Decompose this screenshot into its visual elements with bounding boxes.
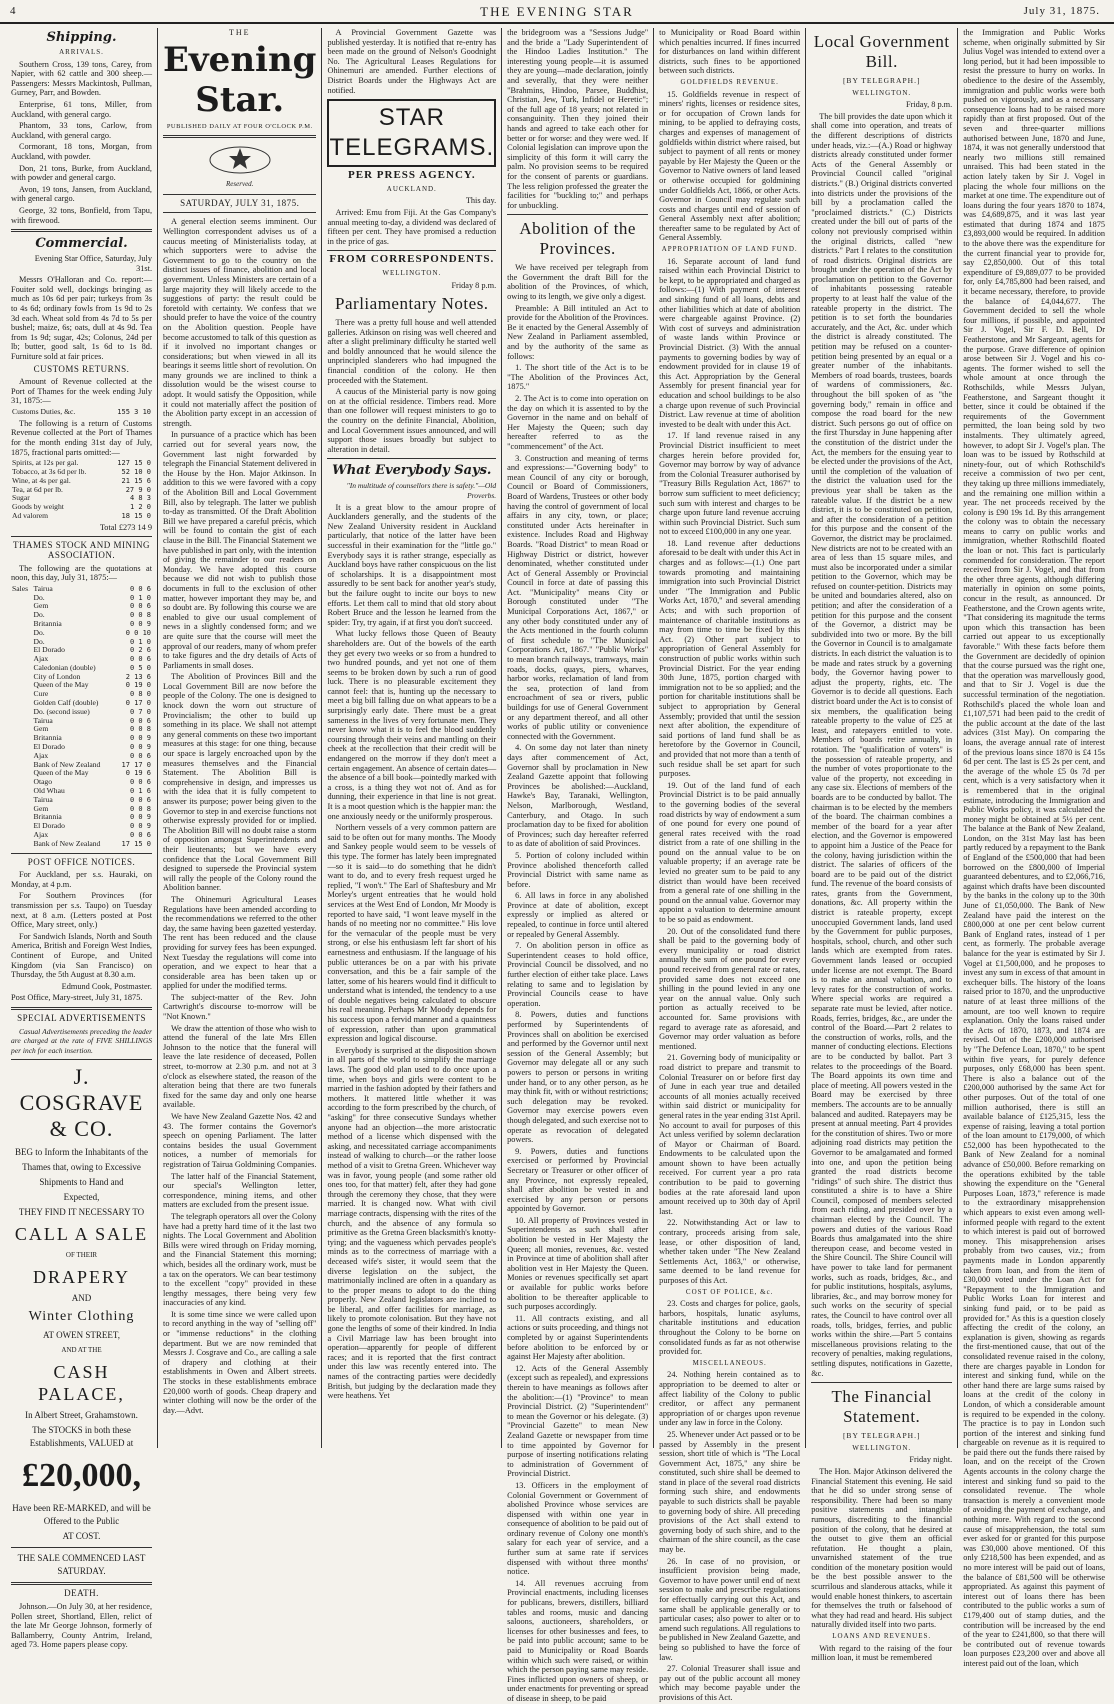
by-telegraph: [BY TELEGRAPH.] <box>842 76 921 85</box>
column-2 <box>158 28 322 1448</box>
abolition-paragraph: 1. The short title of the Act is to be "The Abolition of the Provinces Act, 1875." <box>507 363 649 392</box>
divider <box>163 212 316 213</box>
editorial-paragraph: The latter half of the Financial Statement, our special's Wellington letter, correspondence, mining items, and other matters are excluded from the present issue. <box>163 1171 317 1210</box>
table-row <box>11 769 152 778</box>
editorial-paragraph: The telegraph operators all over the Colony have had a pretty hard time of it the last two nights. The Local Government and Abolition Bills were wired through on Friday morning, and the Financial Statement this morning; which, besides all the ordinary work, must be a tax on the operators. We can bear testimony to the excellent "copy" provided in these lengthy messages, there being very few inaccuracies of any kind. <box>163 1211 317 1308</box>
table-cell: 0 0 8 <box>129 725 152 734</box>
table-cell: 0 0 10 <box>125 628 152 637</box>
special-ads-heading: SPECIAL ADVERTISEMENTS <box>17 1012 146 1023</box>
abolition-paragraph: Preamble: A Bill intituled an Act to provide for the Abolition of the Provinces. Be it enacted by the General Assembly of New Zealand in Parliament assembled, and by the authority of the same as follows: <box>507 303 649 361</box>
column-paragraph: It is a great blow to the amour propre of Aucklanders generally, and the students of the New Zealand University resident in Auckland particularly, that notice of the latter have been successful in their examination for the "little go." Everybody says it is rather strange, especially as Auckland boys have rather conspicuous on the list of scholarships. It is a disappointment most assuredly to be sent back for another year's study, but the failure ought to incite our boys to new efforts. Let them call to mind that old story about Robert Bruce and the lesson he learned from the spider: Try, try again, if at first you don't succeed. <box>327 502 497 627</box>
goldfields-heading: GOLDFIELDS REVENUE. <box>680 77 779 86</box>
telegrams-heading: STAR TELEGRAMS. <box>327 99 496 167</box>
ad-text: THE SALE COMMENCED LAST SATURDAY. <box>17 1553 146 1577</box>
ad-winter-clothing: Winter Clothing <box>28 1309 135 1325</box>
divider <box>11 229 152 232</box>
clause-paragraph: 17. If land revenue raised in any Provincial District insufficient to meet charges herein before provided for, Governor may borrow by way of advance from the Colonial Treasurer authorised by "Treasury Bills Regulation Act, 1867" to borrow sum sufficient to meet deficiency; such sum with interest and charges to be charge upon future land revenue accruing within such Provincial District. Such sum not to exceed £100,000 in any one year. <box>659 431 801 537</box>
table-cell: Ajax <box>33 750 49 760</box>
wellington-dateline: WELLINGTON. <box>852 1443 912 1452</box>
divider <box>327 458 496 459</box>
table-cell: Bank of New Zealand <box>33 759 101 769</box>
editorial-paragraph: A general election seems imminent. Our Wellington correspondent advises us of a caucus meeting of Ministerialists today, at which supporters were to advise the Government to go to the country on the distinct issues of finance, abolition and local government. Unless Ministers are certain of a large majority they will likely accede to the suggestions of party: the result could be foretold with certainty. We confess that we should prefer to have the voice of the country on the Abolition question. People have become accustomed to talk of this question as if it involved no important changes or considerations; but when viewed in all its bearings it seems little short of revolution. On many grounds we are inclined to think a dissolution would be the wisest course to adopt. It would satisfy the Opposition, while it could not materially affect the position of the Abolition party except in an accession of strength. <box>163 217 317 428</box>
editorial-paragraph: We have New Zealand Gazette Nos. 42 and 43. The former contains the Governor's speech on opening Parliament. The latter contains besides the usual Government notices, a number of memorials for registration of Tairua Goldmining Companies. <box>163 1112 317 1169</box>
issue-date: July 31, 1875. <box>1023 5 1100 17</box>
table-cell: Britannia <box>33 812 62 822</box>
table-cell: 17 17 0 <box>121 760 152 769</box>
gazette-note: A Provincial Government Gazette was published yesterday. It is notified that re-entry has been made on the ground of Nelson's Goodnight No. The Agricultural Leases Regulations for Ohinemuri are amended. Further elections of District Boards under the Highways Act are notified. <box>327 28 497 95</box>
clause-paragraph: 21. Governing body of municipality or road district to prepare and transmit to Colonial Treasurer on or before first day of June in each year true and detailed accounts of all monies actually received within said district or municipality for general rates in the year ending 31st April. No account to avail for purposes of this Act unless verified by solemn declaration of Mayor or Chairman of Board. Endowments to be calculated upon the amount shown to have been actually received. For current year a pro rata contribution to be paid to governing bodies at the rate aforesaid land upon amount received up to 30th day of April last. <box>659 1053 801 1216</box>
table-cell: Tea, at 6d per lb. <box>12 484 63 494</box>
table-row <box>11 822 152 831</box>
abolition-paragraph: 10. All property of Provinces vested in Superintendents as such shall after abolition be vested in Her Majesty the Queen; all monies, revenues, &c. vested in Province at time of abolition shall after abolition vest in Her Majesty the Queen. Monies or revenues specifically set apart or available for public works before abolition to be thereafter applicable to such purposes accordingly. <box>507 1215 649 1312</box>
death-heading: DEATH. <box>64 1588 99 1599</box>
clause-paragraph: 23. Costs and charges for police, gaols, harbors, hospitals, lunatic asylums, charitable institutions and education throughout the Colony to be borne on consolidated funds as far as not otherwise provided for. <box>659 1299 801 1357</box>
friday-time: Friday, 8 p.m. <box>905 100 953 110</box>
customs-return-table <box>11 459 152 521</box>
clause-paragraph: 19. Out of the land fund of each Provincial District is to be paid annually to the governing bodies of the several road districts by way of endowment a sum of one pound for every one pound of general rates received with the road district from a rate of one shilling in the pound on the annual value to be on valuable property; if an average rate be levied no greater sum to be paid to any district than would have been received from a general rate of one shilling in the pound on the annual value. Governor may appoint a valuation to determine amount to be so paid as endowment. <box>659 780 801 925</box>
arrival-item: Don, 21 tons, Burke, from Auckland, with powder and general cargo. <box>11 163 153 183</box>
post-notice: For Sandwich Islands, North and South America, British and Foreign West Indies, Continent of Europe, and United Kingdom (via San Francisco) on Thursday, the 5th August at 8.30 a.m. <box>11 931 153 980</box>
table-row <box>11 602 152 611</box>
table-cell: 52 10 0 <box>121 467 152 476</box>
this-day: This day. <box>465 196 497 206</box>
editorial-paragraph: The subject-matter of the Rev. John Cartwright's discourse to-morrow will be "Not Known." <box>163 992 317 1022</box>
masthead <box>0 0 1114 24</box>
ad-drapery: DRAPERY <box>32 1267 131 1288</box>
column-paragraph: Northern vessels of a very common pattern are said to be often out for many months. The Moody and Sankey people would seem to be vessels of this type. The former has lately been impregnated—so it is said—to do something that he didn't want to do, and to every fresh request urged he replied, "I won't." The Earl of Shaftesbury and Mr Morley's urgent entreaties that he would hold services at the West End of London, Mr Moody is reported to have said, "I wont leave myself in the hands of no meeting nor no committee." His love for the vernacular of the people must be very strong, or else his enthusiasm left far short of his earnestness and enthusiasm. If the language of his public utterances be on a par with his private conversation, and this be a fair sample of the latter, some of his hearers would find it difficult to understand what is intended, the tendency to a use of double negatives being calculated to obscure his real meaning. Perhaps Mr Moody depends for his success upon a fervid manner and a quaintness of expression, rather than upon grammatical expression and logical discourse. <box>327 823 497 1044</box>
customs-return-intro: The following is a return of Customs Revenue collected at the Port of Thames for the month ending 31st day of July, 1875, fractional parts omitted:— <box>11 418 153 457</box>
miscellaneous-heading: MISCELLANEOUS. <box>692 1358 767 1367</box>
table-row <box>11 840 152 849</box>
divider <box>11 1007 152 1010</box>
abolition-paragraph: 4. On some day not later than ninety days after commencement of Act, Governor shall by proclamation in New Zealand Gazette appoint that following Provinces be abolished:—Auckland, Hawke's Bay, Taranaki, Wellington, Nelson, Marlborough, Westland, Canterbury, and Otago. In such proclamation day to be fixed for abolition of Provinces; such day hereafter referred to as date of abolition of said Provinces. <box>507 743 649 849</box>
abolition-paragraph: 14. All revenues accruing from Provincial enactments, including licenses for publicans, brewers, distillers, billiard tables and rooms, music and dancing saloons, auctioneers, shareholders, or licenses for other businesses and fees, to be paid into public account; same to be paid to Municipality or Road Boards within which such were raised, or within which the person paying same may reside. Fines inflicted upon owners of sheep, or under enactments for preventing or spread of disease in sheep, to be paid <box>507 1578 649 1703</box>
abolition-paragraph: 9. Powers, duties and functions exercised or performed by Provincial Secretary or Treasurer or other officer of any Province, not expressly repealed, shall after abolition be vested in and exercised by any person or persons appointed by Governor. <box>507 1146 649 1214</box>
parliamentary-paragraph: There was a pretty full house and well attended galleries. Atkinson on rising was well cheered and after a slight preliminary difficulty he started well and boldly announced that he would silence the unprincipled slanderers who had impugned the financial condition of the colony. He then proceeded with the Statement. <box>327 318 497 385</box>
publication-note: PUBLISHED DAILY AT FOUR O'CLOCK P.M. <box>166 122 313 130</box>
abolition-paragraph: 3. Construction and meaning of terms and expressions:—"Governing body" to mean Council of any city or borough, Council or Board of Commissioners, Board of Wardens, Trustees or other body having the control of government of local affairs in any city, town, or place; constituted under Acts hereinafter in existence. Includes Road and Highway Boards. "Road District" to mean Road or Highway District or district, however denominated, whether constituted under Act of General Assembly or Provincial Council in force at date of passing this Act. "Municipality" means City or Borough constituted under "The Municipal Corporations Act, 1867," or any other body constituted under any of the Acts mentioned in the fourth column of first schedule to "The Municipal Corporations Act, 1867." "Public Works" to mean branch railways, tramways, main roads, docks, quays, piers, wharves, harbor works, reclamation of land from the sea, protection of land from encroachment of sea or rivers, public buildings for use of General Government or any department thereof, and all other works of public utility or convenience connected with the Government. <box>507 453 649 741</box>
clause-paragraph: 15. Goldfields revenue in respect of miners' rights, licenses or residence sites, or for occupation of Crown lands for mining, to be applied to defraying costs, charges and expenses of management of goldfields within district where raised, but subject to payment of all rents or money payable by Her Majesty the Queen or the Governor to Native owners of land leased or otherwise occupied for goldmining under Goldfields Act, 1866, or other Acts. Governor in Council may regulate such costs and charges until end of session of General Assembly next after abolition; thereafter same to be regulated by Act of General Assembly. <box>659 89 801 243</box>
commercial-heading: Commercial. <box>35 236 128 252</box>
table-cell: 0 0 6 <box>129 584 152 593</box>
arrivals-heading: ARRIVALS. <box>59 48 104 56</box>
table-cell: 0 1 0 <box>129 637 152 646</box>
table-row <box>11 486 152 495</box>
financial-paragraph: The Hon. Major Atkinson delivered the Financial Statement this evening. He said that he did so under strong sense of responsibility. There had been so many positive statements and intangible rumours, discrediting to the financial position of the colony, that he desired at the outset to give them an official refutation. He thought a plain, unvarnished statement of the true condition of the monetary position would be the best possible answer to the scurrilous and slanderous attacks, while it would enable honest thinkers, to ascertain for themselves the truth or falsehood of what they had read and heard. His subject naturally divided itself into two parts. <box>811 1466 953 1630</box>
table-cell: Old Whau <box>33 786 65 796</box>
correspondents-heading: FROM CORRESPONDENTS. <box>329 253 495 266</box>
table-row <box>11 708 152 717</box>
table-cell: Britannia <box>33 733 62 743</box>
crest-icon <box>205 142 275 176</box>
ad-text: Thames that, owing to Excessive <box>22 1162 141 1173</box>
table-row <box>11 787 152 796</box>
ad-text: In Albert Street, Grahamstown. <box>25 1410 138 1421</box>
table-cell: Queen of the May <box>33 768 89 778</box>
table-row <box>11 585 152 594</box>
column-4 <box>502 28 654 1703</box>
divider <box>811 1382 952 1383</box>
table-cell: Customs Duties, &c. <box>12 407 76 416</box>
table-cell: 0 0 6 <box>129 716 152 725</box>
table-cell: 0 0 6 <box>129 655 152 664</box>
loans-heading: LOANS AND REVENUES. <box>832 1632 932 1641</box>
table-row <box>11 805 152 814</box>
table-cell: Do. <box>33 627 45 637</box>
stock-heading: THAMES STOCK AND MINING ASSOCIATION. <box>12 540 151 560</box>
arrival-item: Avon, 19 tons, Jansen, from Auckland, with general cargo. <box>11 184 153 204</box>
table-cell: 17 15 0 <box>121 839 152 848</box>
abolition-paragraph: We have received per telegraph from the Government the draft Bill for the abolition of the Provinces, of which, owing to its length, we give only a digest. <box>507 263 649 302</box>
column-paragraph: Everybody is surprised at the disposition shown in all parts of the world to simplify the marriage laws. The good old plan used to do once upon a time, when boys and girls were content to be married in the fashion adopted by their fathers and mothers. It mattered little whether it was according to the form prescribed by the church, of "asking" for three consecutive Sundays whether anyone had an objection—the more aristocratic method of a license which dispensed with the asking, and necessitated carriage accompaniments instead of walking to church—or the rather loose method of a visit to Gretna Green. Whichever way was in favor, young people (and some rather old ones too, for that matter) felt, after they had gone through the ceremony they chose, that they were married. It is changed now. What with civil marriage contracts, dispensing with the rites of the church, and the absence of any formula so primitive as the Gretna Green blacksmith's knotty-tying; and the vagueness which pervades people's minds as to the correctness of marriage with a deceased wife's sister, it would seem that the diverse legislation on the subject, the matrimonially inclined are often in a quandary as to the proper means to adopt to do the thing properly. New Zealand legislators are inclined to be liberal, and offer facilities for marriage, as likely to promote colonisation. But they have not gone the lengths of some of their kindred. In India a Civil Marriage law has been brought into operation—apparently for people of different races; and it is reported that the first contract under this law was recently entered into. The names of the contracting parties were decidedly British, but judging by the declaration made they were heathens. Yet <box>327 1045 497 1401</box>
parliamentary-paragraph: A caucus of the Ministerial party is now going on at the official residence. Timbers read. More than one follower will request ministers to go to the country on the definite Financial, Abolition, and Local Government issues announced, and will support those issues broadly but subject to alteration in detail. <box>327 387 497 454</box>
table-row <box>11 594 152 603</box>
table-cell: Tairua <box>33 794 53 804</box>
table-cell: 0 0 9 <box>129 619 152 628</box>
stock-intro: The following are the quotations at noon, this day, July 31, 1875:— <box>11 563 153 583</box>
table-cell: 0 0 6 <box>129 778 152 787</box>
post-office-date: Post Office, Mary-street, July 31, 1875. <box>11 993 143 1003</box>
table-row <box>11 646 152 655</box>
column-6 <box>806 28 958 1663</box>
table-cell: Sugar <box>12 493 30 503</box>
ad-text: THEY FIND IT NECESSARY TO <box>18 1207 145 1218</box>
table-cell: 0 5 0 <box>129 663 152 672</box>
ad-amount: £20,000, <box>22 1457 141 1495</box>
column-paragraph: to Municipality or Road Board within which penalties incurred. If fines incurred for disturbances on land within different districts, such fines to be apportioned between such districts. <box>659 28 801 76</box>
ad-text: Shipments to Hand and <box>39 1177 124 1188</box>
table-cell: 27 9 0 <box>125 485 152 494</box>
ad-text: AT COST. <box>62 1531 101 1542</box>
divider <box>11 1547 152 1548</box>
land-fund-heading: APPROPRIATION OF LAND FUND. <box>661 245 798 254</box>
abolition-paragraph: 7. On abolition person in office as Superintendent ceases to hold office, Provincial Council be dissolved, and no further election of either take place. Laws relating to same and to legislation by Provincial Councils cease to have operation. <box>507 941 649 1008</box>
local-government-heading: Local Government Bill. <box>813 32 950 71</box>
table-cell: 21 15 6 <box>121 476 152 485</box>
abolition-paragraph: 11. All contracts existing, and all actions or suits proceeding, and things not completed by or against Superintendents before abolition to be enforced by or against Her Majesty after abolition. <box>507 1313 649 1362</box>
financial-paragraph: With regard to the raising of the four million loan, it must be remembered <box>811 1643 953 1663</box>
table-cell: Gem <box>33 601 49 611</box>
clause-paragraph: 24. Nothing herein contained as to appropriation to be deemed to alter or affect liability of the Colony to public creditor, or affect any permanent appropriation of or charges upon revenue under any law in force in the Colony. <box>659 1370 801 1428</box>
arrival-item: George, 32 tons, Bonfield, from Tapu, with firewood. <box>11 205 153 225</box>
abolition-paragraph: 12. Acts of the General Assembly (except such as repealed), and expressions therein to have meanings as follows after the abolition:—(1) "Province" to mean Provincial District. (2) "Superintendent" to mean the Governor or his delegate. (3) "Provincial Gazette" to mean New Zealand Gazette or newspaper from time to time appointed by Governor for purpose of inserting notifications relating to administration of Government of Provincial District. <box>507 1363 649 1479</box>
table-cell: Goods by weight <box>12 502 64 512</box>
newspaper-columns <box>6 28 1110 1703</box>
ad-text: The STOCKS in both these Establishments, VALUED at <box>29 1425 134 1449</box>
column-5 <box>654 28 806 1702</box>
table-cell: 0 0 8 <box>129 804 152 813</box>
editorial-paragraph: The Abolition of Provinces Bill and the Local Government Bill are now before the people of the Colony. The one is designed to knock down the worn out structure of Provincialism; the other to build up something in its place. We shall not attempt any general comments on these two important measures at this stage: for one thing, because our space is largely encroached upon by the measures themselves and the Financial Statement. The Abolition Bill is comprehensive in design, and impresses us with the idea that it is fully competent to answer its purpose; power being given to the Governor to step in and exercise functions not otherwise expressly provided for or implied. The Abolition Bill will no doubt raise a storm of opposition amongst Superintendents and their lieutenants; but we have every confidence that the Local Government Bill designed to supersede the Provincial system will rally the people of the Colony round the Abolition banner. <box>163 672 317 893</box>
post-notice: For Southern Provinces (for transmission per s.s. Taupo) on Tuesday next, at 8 a.m. (Letters posted at Post Office, Mary street, only.) <box>11 891 153 930</box>
police-heading: COST OF POLICE, &c. <box>685 1287 774 1296</box>
table-cell: City of London <box>33 671 81 681</box>
clause-paragraph: 20. Out of the consolidated fund there shall be paid to the governing body of every municipality or road district annually the sum of one pound for every pound received from general rate or rates, provided same does not exceed one shilling in the pound levied in any one year on the annual value. Only such portion as actually received to be accounted for. Same provisions with regard to average rate as aforesaid, and Governor may order valuation as before mentioned. <box>659 926 801 1051</box>
editorial-paragraph: We draw the attention of those who wish to attend the funeral of the late Mrs Ellen Johnson to the notice that the funeral will leave the late residence of deceased, Pollen street, to-morrow at 2.30 p.m. and not at 3 o'clock as elsewhere stated, the reason of the alteration being that there are two funerals fixed for the same day and only one hearse available. <box>163 1023 317 1110</box>
table-cell: Wine, at 4s per gal. <box>12 475 71 485</box>
editorial-paragraph: It is some time since we were called upon to record anything in the way of "selling off" or "immense reductions" in the clothing department. But we are now reminded that Messrs J. Cosgrave and Co., are calling a sale of drapery and clothing at their establishments in Owen and Albert streets. The stocks in these establishments embrace £20,000 worth of goods. Cheap drapery and winter clothing will now be the order of the day.—Advt. <box>163 1309 317 1415</box>
ad-text: Expected, <box>63 1192 100 1203</box>
table-row <box>11 743 152 752</box>
table-cell: Do. (second issue) <box>33 706 90 716</box>
table-cell: Do. <box>33 592 45 602</box>
divider <box>163 194 316 195</box>
column-1 <box>6 28 158 1650</box>
editorial-paragraph: In pursuance of a practice which has been carried out for several years now, the Government last night forwarded by telegraph the Financial Statement delivered in the House by the Hon. Major Atkinson. In addition to this we were favored with a copy of the Abolition Bill and Local Government Bill, also by telegraph. The latter we publish to-day as transmitted. Of the Draft Abolition Bill we have prepared a careful précis, which will be found to contain the gist of each clause in the Bill. The Financial Statement we have published in part only, with the intention of giving the remainder to our readers on Monday. We have adopted this course because we did not wish to publish those documents in full to the exclusion of other matter, however important they may be, and so doubt are. By following this course we are enabled to give our usual complement of news in a slightly condensed form; and we are quite sure that the course will meet the approval of our readers, many of whom prefer to take figures and the dry details of Acts of Parliaments in small doses. <box>163 430 317 670</box>
ad-call-sale: CALL A SALE <box>14 1224 149 1245</box>
table-row <box>11 664 152 673</box>
ad-text: BEG to Inform the Inhabitants of the <box>15 1147 148 1158</box>
telegram-paragraph: Arrived: Emu from Fiji. At the Gas Company's annual meeting to-day, a dividend was declared of fifteen per cent. They have promised a reduction in the price of gas. <box>327 207 497 246</box>
table-row <box>11 408 152 417</box>
table-cell: 0 2 6 <box>129 646 152 655</box>
table-row <box>11 681 152 690</box>
financial-paragraph: the Immigration and Public Works scheme, when originally submitted by Sir Julius Vogel was intended to extend over a long period, but it had been impossible to resist the pressure to hurry on works. In obedience to the desire of the Assembly, immigration and public works were both pushed on vigorously, and as a necessary consequence loans had to be raised more rapidly than at first proposed. Out of the seven and three-quarter millions authorised between June, 1870 and June, 1874, it was not generally understood that nearly two millions still remained unraised. This had been stated in the action lately taken by Sir J. Vogel in placing the whole four millions on the market at one time. The expenditure out of loans during the four years 1870 to 1874, was £4,689,875, and it was last year estimated that during 1874 and 1875 £3,893,000 would be required. In addition to the above there was the expenditure for the current financial year to provide for, say £2,850,000. Out of this total expenditure of £9,889,077 to be provided for, only £4,785,800 had been raised, and it became necessary, therefore, to provide the balance of £4,044,677. The Government decided to sell the whole four millions, if possible, and appointed Sir J. Vogel, Sir F. D. Bell, Dr Featherstone, and Mr Sargeant, agents for the purpose. Grave difference of opinion arose between Sir J. Vogel and his co-agents. The former wished to sell the whole amount at once through the Rothschilds, while Messrs Julyan, Featherstone, and Sargeant thought it better, since it could be obtained if the requirements of the Government permitted, the loan being sold by two instalments. They ultimately agreed, however, to adopt Sir J. Vogel's plan. The loan was to be issued by Rothschild at ninety-four, out of which Rothschild's receive a commission of two per cent, they taking up three millions immediately, and the remaining one million within a year. The net proceeds received by the colony is £90 19s 1d. By this arrangement the colony was to obtain the necessary means to carry on public works and immigration, whether Rothschild floated the loan or not. This fact is particularly commended for consideration. The report received from Sir J. Vogel, and that from the other three agents, although differing materially in opinion on some points, concur in the result, as announced. Dr Featherstone, and the Crown agents write, "That considering its magnitude the terms upon which this transaction has been carried out appear to us exceptionally favorable." With these facts before them the Government are decidedly of opinion that the course pursued was the right one, that the operation was marvellously good, and that to Sir J. Vogel is due the successful termination of the negotiation. Rothschild's placed the whole loan and £1,107,571 had been paid to the credit of the public account at the date of the last advices (31st May). On comparing the loans, the average annual rate of interest of the previous loans since 1870 is £4 15s 6d per cent. The last is £5 2s per cent, and the average of the whole £5 0s 7d per cent, which is a very satisfactory when it is remembered that in the original estimate, introducing the Immigration and Public Works policy, it was calculated the money might be obtained at 5½ per cent. The balance at the Bank of New Zealand, London, on the 31st May last has been partly reduced by a repayment to the Bank of England of the £500,000 that had been borrowed on the £800,000 of Imperial guaranteed debentures, and to £2,066,716, against which drafts have been discounted by the banks in the colony up to the 30th June of £1,050,000. The Bank of New Zealand have paid the interest on the £800,000 at one per cent below current Bank of England rates, instead of 1 per cent, as formerly. The probable average balance for the year is estimated by Sir J. Vogel at £1,500,000, and he proposes to invest any sum in excess of that amount in exchequer bills. The history of the loans raised prior to 1870, and the unproductive nature of at least three millions of the amount, are too well known to require explanation. Only the loans raised under the Acts of 1870, 1873, and 1874 are revised. Out of the £200,000 authorised by "The Defence Loan, 1870," to be spent within five years, for purely defence purposes, only £68,000 has been spent. There is also a balance out of the £200,000 authorised by the same Act for other purposes. Out of the total of one million authorised, there is still an available balance of £125,315, less the expense of raising, leaving a total portion of the loan amount to £179,000, of which £52,000 has been hypothecated to the Bank of New Zealand for a nominal advance of £50,000. Before remarking on the operations exhibited by the table showing the expenditure on the "General Purposes Loan, 1873," reference is made to the extraordinary misapprehension which appears to exist even among well-informed people with regard to the extent to which interest is paid out of borrowed money. This misapprehension arises probably from two causes, viz.; from payments made in London apparently taken from loan, and from the item of £30,000 voted under the Loan Act for "Repayment to the Immigration and Public Works Loan for interest and sinking fund paid, or to be paid as provided for." As this is a question closely affecting the credit of the colony, an explanation is given, showing as regards the first-mentioned cause, that out of the consolidated revenue raised in the colony, there are charges payable in London for interest and sinking fund, while on the other hand there are large sums raised by loans at the credit of the colony in London, of which a considerable amount is required to be expended in the colony. The practice is to pay in London such portion of the interest and sinking fund chargeable on revenue as it is required to be paid there out the funds there raised by loan, and on the receipt of the Crown Agents accounts in the colony charge the interest and sinking fund so paid to the consolidated revenue. The whole transaction is merely a convenient mode of avoiding the payment of exchange, and nothing more. With regard to the second cause of misapprehension, the total sum ever asked for or granted for this purpose was £30,000 above mentioned. Of this only £218,500 has been expended, and as no more interest will be paid out of loans, the balance of £81,500 will be otherwise appropriated. As against this payment of interest out of loans there has been contributed to the public works a sum of £179,400 out of stamp duties, and the contribution will be increased by the end of the year to £241,800, so that there will be contributed out of revenue towards loan purposes £23,200 over and above all interest paid out of the loan, which <box>963 28 1106 1668</box>
table-cell: El Dorado <box>33 742 65 752</box>
table-row <box>11 620 152 629</box>
column-3 <box>322 28 502 1448</box>
column-paragraph: What lucky fellows those Queen of Beauty shareholders are. Out of the bowels of the earth they get every two weeks or so from a hundred to two hundred pounds, and yet not one of them seems to be broken down by such a run of good luck. There is no pleasurable excitement they cannot feel: that is, hunting up the necessary to meet a big bill falling due on what appears to be a surprisingly early date. There must be a great sameness in the lives of very fortunate men. They never know what it is to feel the blood suddenly coursing through their veins and mantling on their cheek at the recollection that their credit will be endangered on the morrow if they don't meet a certain engagement. An absence of certain dates—the absence of a bill book—pointedly marked with a cross, is a thing they wot not of. And as for dunning, their experience in that line is not great. It is a moot question which is the happier man: the one anxiously needy or the uniformly prosperous. <box>327 629 497 821</box>
table-cell: 1 2 0 <box>129 503 152 512</box>
customs-intro: Amount of Revenue collected at the Port of Thames for the week ending July 31, 1875:— <box>11 377 153 406</box>
wellington-dateline: WELLINGTON. <box>852 88 912 97</box>
table-cell: Queen of the May <box>33 680 89 690</box>
press-agency-heading: PER PRESS AGENCY. <box>348 169 476 182</box>
ad-text: AT OWEN STREET, <box>43 1330 120 1341</box>
table-cell: 2 13 6 <box>125 672 152 681</box>
table-cell: 0 17 0 <box>125 699 152 708</box>
divider <box>11 1582 152 1585</box>
column-7 <box>958 28 1110 1668</box>
what-everybody-says-heading: What Everybody Says. <box>332 463 492 479</box>
divider <box>11 536 152 537</box>
abolition-paragraph: 13. Officers in the employment of Colonial Government or Government of abolished Province whose services are dispensed with within one year in consequence of abolition to be paid out of ordinary revenue of Colony one month's salary for each year of service, and a further sum at same rate if services dispensed with without three months' notice. <box>507 1480 649 1577</box>
table-row <box>11 778 152 787</box>
table-cell: Gem <box>33 803 49 813</box>
abolition-heading: Abolition of the Provinces. <box>519 219 636 259</box>
table-cell: El Dorado <box>33 821 65 831</box>
table-cell: 18 15 0 <box>121 511 152 520</box>
table-cell: 0 1 0 <box>129 593 152 602</box>
table-row <box>11 512 152 521</box>
death-notice: Johnson.—On July 30, at her residence, Pollen street, Shortland, Ellen, relict of the late Mr George Johnson, formerly of Ballamberry, County Antrim, Ireland, aged 73. Home papers please copy. <box>11 1601 153 1650</box>
abolition-paragraph: 6. All laws in force in any abolished Province at date of abolition, except expressly or implied as altered or repealed, to continue in force until altered or repealed by General Assembly. <box>507 891 649 939</box>
table-cell: Do. <box>33 636 45 646</box>
by-telegraph: [BY TELEGRAPH.] <box>842 1431 921 1441</box>
friday-night: Friday night. <box>909 1455 953 1465</box>
clause-paragraph: 16. Separate account of land fund raised within each Provincial District to be kept, to be appropriated and charged as follows:—(1) With payment of interest and sinking fund of all loans, debts and other liabilities which at date of abolition were chargeable against Province. (2) With cost of surveys and administration of waste lands within Province or Provincial District. (3) With the annual payments to governing bodies by way of endowment provided for in clause 19 of this Act. Appropriation by the General Assembly for present financial year for education and school buildings to be also a charge upon revenue of such Provincial District. Law revenue at time of abolition invested to be dealt with under this Act. <box>659 256 801 429</box>
table-cell: Do. <box>33 610 45 620</box>
divider <box>163 135 316 138</box>
parliamentary-notes-heading: Parliamentary Notes. <box>335 294 489 314</box>
table-cell: 127 15 0 <box>117 459 152 468</box>
table-row <box>11 611 152 620</box>
post-office-heading: POST OFFICE NOTICES. <box>27 856 136 867</box>
financial-statement-heading: The Financial Statement. <box>831 1387 932 1427</box>
customs-duties-table <box>11 408 152 417</box>
table-cell: 0 0 6 <box>129 602 152 611</box>
column-paragraph: the bridegroom was a "Sessions Judge" and the bride a "Lady Superintendent of the Hindoo Ladies Institution." The interesting young people—it is assumed they are young—made declaration, jointly and severally, that they were neither "Brahmins, Hindoo, Parsee, Buddhist, Christian, Jew, Turk, Infidel or Heretic"; of the full age of 18 years; not related in consanguinity. Then they joined their hands and agreed to take each other for better or for worse: and they were wed. If Colonial legislation can improve upon the simplicity of this form it will carry the palm. No provision seems to be required for the consent of parents or guardians. The less religion professed the greater the facilities for "buckling to;" and perhaps for unbuckling. <box>507 28 649 210</box>
customs-heading: CUSTOMS RETURNS. <box>33 363 130 374</box>
special-ads-note: Casual Advertisements preceding the leader are charged at the rate of FIVE SHILLINGS per inch for each insertion. <box>11 1026 153 1055</box>
customs-total: Total £273 14 9 <box>99 522 153 532</box>
commercial-report: Messrs O'Halloran and Co. report:—Fouiter sold well, dockings bringing as much as 10s 6d per pair; turkeys from 3s to 4s 6d; ordinary fowls from 1s 9d to 2s 3d each. Wheat sold from 4s 7d to 5s per bushel; maize, 6s; oats, dull at 4s 9d. Tea from 1s 9d; sugar, 42s; Colonus, 24d per lb; butter, good salt, 1s 6d to 1s 8d. Furniture sold at fair prices. <box>11 275 153 362</box>
motto: Reserved. <box>226 180 254 189</box>
page-number: 4 <box>10 5 18 17</box>
table-cell: 0 0 9 <box>129 822 152 831</box>
arrival-item: Southern Cross, 139 tons, Carey, from Napier, with 62 cattle and 300 sheep.—Passengers: Messrs Mackintosh, Pullman, Gurney, Parr, and Bowden. <box>11 59 153 98</box>
advertiser-name: J. COSGRAVE & CO. <box>19 1064 144 1142</box>
table-cell: Bank of New Zealand <box>33 838 101 848</box>
local-government-paragraph: The bill provides the date upon which it shall come into operation, and treats of the different descriptions of districts under heads, viz.:—(A.) Road or highway districts already constituted under former Acts of the General Assembly or Provincial Council called "original districts." (B.) Original districts converted into districts under the provisions of the bill by a proclamation called the "proclaimed districts." (C.) Districts created under the bill out of parts of the colony not previously comprised within the original districts, called "new districts." Part I relates to the constitution of road districts. Original districts are brought under the operation of the Act by proclamation on petition to the Governor of inhabitants possessing rateable property to at least half the value of the rateable property in the district. The petition is to set forth the boundaries accurately, and the Act, &c. under which the district is already constituted. The petition may be refused on a counter-petition being presented by an equal or a greater number of the inhabitants. Members of road boards, trustees, boards of wardens of commissioners, &c. throughout the bill spoken of as "the governing body," remain in office and compose the road board for the new district. Such persons go out of office on the first Thursday in June happening after the constitution of the district under the Act, the members for the ensuing year to be elected under the provisions of the Act, until the completion of the valuation of the district the valuation used for the previous year shall be taken as the rateable value. If the district be a new district, it is to be constituted on petition, and after the consideration of a petition for this purpose and the consent of the Governor, the district may be proclaimed. New districts are not to be created with an area of less than 15 square miles, and must also be incorporated under a similar petition to the Governor, which may be refused on counter-petition. Districts may be united and boundaries altered, also on petition; and after the consideration of a petition for this purpose and the consent of the Governor, a district may be subdivided into two or more. By the bill the Governor in Council is to amalgamate districts. In each district the valuation is to be made and rates struck by a governing body, the Governor having power to adjust the property, rights, etc. The Governor is to decide all questions. Each district board under the Act is to consist of six members, the qualification being rateable property to the value of £25 at least, and ratepayers entitled to vote. Members of boards retire annually, in rotation. The "qualification of voters" is the possession of rateable property, and the number of votes proportionate to the value of the property, not exceeding in any case six. Elections of members of the boards are to be conducted by ballot. The chairman is to be elected by the members of the board. The chairman combines a member of the board for a year after election, and the Governor is empowered to appoint him a Justice of the Peace for the colony, having jurisdiction within the district. The salaries of officers of the board are to be paid out of the district fund. The revenue of the board consists of rates, grants from the Government, donations, &c. All property within the district is rateable property, except unoccupied Government lands, land used by the Government for public purposes, hospitals, school, church, and other such lands which are exempted from rates. Government lands leased or occupied under license are not exempt. The Board is to make an annual valuation, and to levy rates for the construction of works. Where special works are required a separate rate must be levied, after notice. Roads, ferries, bridges, &c., are under the control of the Board.—Part 2 relates to the construction of works, rolls, and the manner of conducting elections. Elections are to be conducted by ballot. Part 3 relates to the proceedings of the Board. The Board appoints its own time and place of meeting. All powers vested in the Board may be exercised by three members. The accounts are to be annually balanced and audited. Ratepayers may be present at annual meeting. Part 4 provides for the constitution of shires. Two or more adjoining road districts may petition the Governor to be amalgamated and formed into one, and upon the petition being granted the road districts become "ridings" of such shire. The district thus constituted a shire is to have a Shire Council, composed of members selected from each riding, and presided over by a chairman elected by the Council. The powers and duties of the various Road Boards thus amalgamated into the shire thereupon cease, and become vested in the Shire Council. The Shire Council will have power to take land for permanent works, such as roads, bridges, &c., and for public institutions, hospitals, asylums, libraries, &c., and may borrow money for such works on the security of special rates, the Council to have control over all roads, tolls, bridges, ferries, and public works within the shire.—Part 5 contains miscellaneous provisions relating to the recovery of penalties, making regulations, settling disputes, notifications in Gazette, &c. <box>811 111 953 1378</box>
table-cell: Spirits, at 12s per gal. <box>12 458 79 468</box>
table-cell: Ajax <box>33 830 49 840</box>
table-cell: 0 8 0 <box>129 690 152 699</box>
post-notice: For Auckland, per s.s. Hauraki, on Monday, at 4 p.m. <box>11 870 153 889</box>
table-cell: 0 0 9 <box>129 734 152 743</box>
arrival-item: Phantom, 33 tons, Carlow, from Auckland, with general cargo. <box>11 121 153 140</box>
epigraph: "In multitude of counsellors there is safety."—Old Proverbs. <box>346 481 497 500</box>
table-cell: Cure <box>33 689 49 699</box>
table-row <box>11 629 152 638</box>
table-cell: 0 7 0 <box>129 707 152 716</box>
edition-date: SATURDAY, JULY 31, 1875. <box>180 197 300 208</box>
table-row <box>11 734 152 743</box>
table-row <box>11 725 152 734</box>
table-cell: Caledonian (double) <box>33 662 96 672</box>
auckland-dateline: AUCKLAND. <box>386 184 437 193</box>
table-cell: Golden Calf (double) <box>33 698 99 708</box>
divider <box>11 853 152 854</box>
table-cell: 0 1 6 <box>129 787 152 796</box>
ad-text: Have been RE-MARKED, and will be Offered to the Public <box>12 1503 151 1527</box>
postmaster-signature: Edmund Cook, Postmaster. <box>61 981 153 991</box>
divider <box>507 214 648 215</box>
newspaper-title: Evening Star. <box>163 39 317 120</box>
table-cell: 0 0 9 <box>129 743 152 752</box>
table-cell: Tairua <box>33 583 53 593</box>
stock-quotations-table <box>11 585 152 849</box>
editorial-paragraph: The Ohinemuri Agricultural Leases Regulations have been amended according to the recommendations we referred to the other day, the same having been gazetted yesterday. The rent has been reduced and the clause providing for survey fees has been expunged. Next Tuesday the regulations will come into operation, and we expect to hear that a considerable area has been taken up or applied for under the modified terms. <box>163 894 317 991</box>
table-cell: Ajax <box>33 654 49 664</box>
table-cell: 4 8 3 <box>129 494 152 503</box>
newspaper-running-title: THE EVENING STAR <box>480 4 634 19</box>
abolition-paragraph: 2. The Act is to come into operation on the day on which it is assented to by the Governor in the name and on behalf of Her Majesty the Queen; such day hereafter referred to as the "commencement" of the Act. <box>507 394 649 451</box>
paper-the: THE <box>228 28 251 37</box>
table-cell: El Dorado <box>33 645 65 655</box>
commercial-dateline: Evening Star Office, Saturday, July 31st. <box>34 254 153 273</box>
table-cell: Tairua <box>33 715 53 725</box>
table-row <box>11 717 152 726</box>
table-cell: 0 0 9 <box>129 813 152 822</box>
ad-text: AND <box>71 1293 92 1304</box>
table-cell: Otago <box>33 777 53 787</box>
ad-text: AND AT THE <box>61 1346 102 1355</box>
clause-paragraph: 25. Whenever under Act passed or to be passed by Assembly in the present session, short title of which is "The Local Government Act, 1875," any shire be constituted, such shire shall be deemed to stand in place of the several road districts forming such shire, and endowments payable to such districts shall be payable to governing body of shire. All preceding provisions of the Act shall extend to governing body of such shire, and to the chairman of the shire council, as the case may be. <box>659 1429 801 1555</box>
abolition-paragraph: 8. Powers, duties and functions performed by Superintendents of Provinces shall on abolition be exercised and performed by the Governor until next session of the General Assembly; but Governor may delegate all or any such powers to person or persons in writing under hand, or to any other person, as he may think fit, with or without restrictions; such delegation may be revoked. Governor may exercise powers even though delegated, and such exercise not to operate as revocation of delegated powers. <box>507 1010 649 1145</box>
ad-text: OF THEIR <box>65 1251 98 1260</box>
clause-paragraph: 26. In case of no provision, or insufficient provision being made, Governor to have power until end of next session to make and prescribe regulations for effectually carrying out this Act, and same shall be applicable generally or to particular cases; also power to alter or to amend such regulations. All regulations to be published in New Zealand Gazette, and being so published to have the force of law. <box>659 1556 801 1662</box>
table-row <box>11 813 152 822</box>
table-cell: Sales <box>12 583 29 593</box>
table-cell: Gem <box>33 724 49 734</box>
table-cell: 0 19 6 <box>125 769 152 778</box>
table-cell: 0 0 6 <box>129 795 152 804</box>
table-cell: Britannia <box>33 618 62 628</box>
abolition-paragraph: 5. Portion of colony included within Province abolished thenceforth called Provincial District with same name as before. <box>507 850 649 889</box>
table-cell: 155 3 10 <box>117 408 152 416</box>
table-cell: 0 0 6 <box>129 751 152 760</box>
table-cell: Ad valorem <box>12 510 49 520</box>
divider <box>327 250 496 251</box>
table-cell: 0 0 8 <box>129 611 152 620</box>
friday-time: Friday 8 p.m. <box>451 280 497 290</box>
table-row <box>11 638 152 647</box>
ad-cash-palace: CASH PALACE, <box>38 1362 125 1405</box>
table-cell: 0 0 6 <box>129 831 152 840</box>
wellington-dateline: WELLINGTON. <box>382 268 442 277</box>
clause-paragraph: 22. Notwithstanding Act or law to contrary, proceeds arising from sale, lease, or other disposition of land, whether taken under "The New Zealand Settlements Act, 1863," or otherwise, same deemed to be land revenue for purposes of this Act. <box>659 1218 801 1285</box>
clause-paragraph: 18. Land revenue after deductions aforesaid to be dealt with under this Act in charges and as follows:—(1.) One part towards promoting and maintaining immigration into such Provincial District under "The Immigration and Public Works Act, 1870," and several amending Acts; and with such proportion of maintenance of charitable institutions as may from time to time be fixed by this Act. (2) Other part subject to appropriation of General Assembly for construction of public works within such Provincial District. For the year ending 30th June, 1875, portion charged with immigration not to be so applied; and the portion for charitable institutions shall be subject to appropriation by General Assembly; provided that until the session next after abolition, the expenditure of said portions of land fund shall be as heretofore by the Governor in Council, and provided that not more than a tenth of such residue shall be set apart for such purposes. <box>659 538 801 779</box>
shipping-heading: Shipping. <box>46 30 117 45</box>
table-row <box>11 796 152 805</box>
table-cell: 0 19 0 <box>125 681 152 690</box>
clause-paragraph: 27. Colonial Treasurer shall issue and pay out of the public account all money which may become payable under the provisions of this Act. <box>659 1664 801 1702</box>
table-cell: Tobacco, at 3s 6d per lb. <box>12 466 87 476</box>
divider <box>11 1059 152 1060</box>
arrival-item: Enterprise, 61 tons, Miller, from Auckland, with general cargo. <box>11 99 153 119</box>
arrival-item: Cormorant, 18 tons, Morgan, from Auckland, with powder. <box>11 142 153 161</box>
